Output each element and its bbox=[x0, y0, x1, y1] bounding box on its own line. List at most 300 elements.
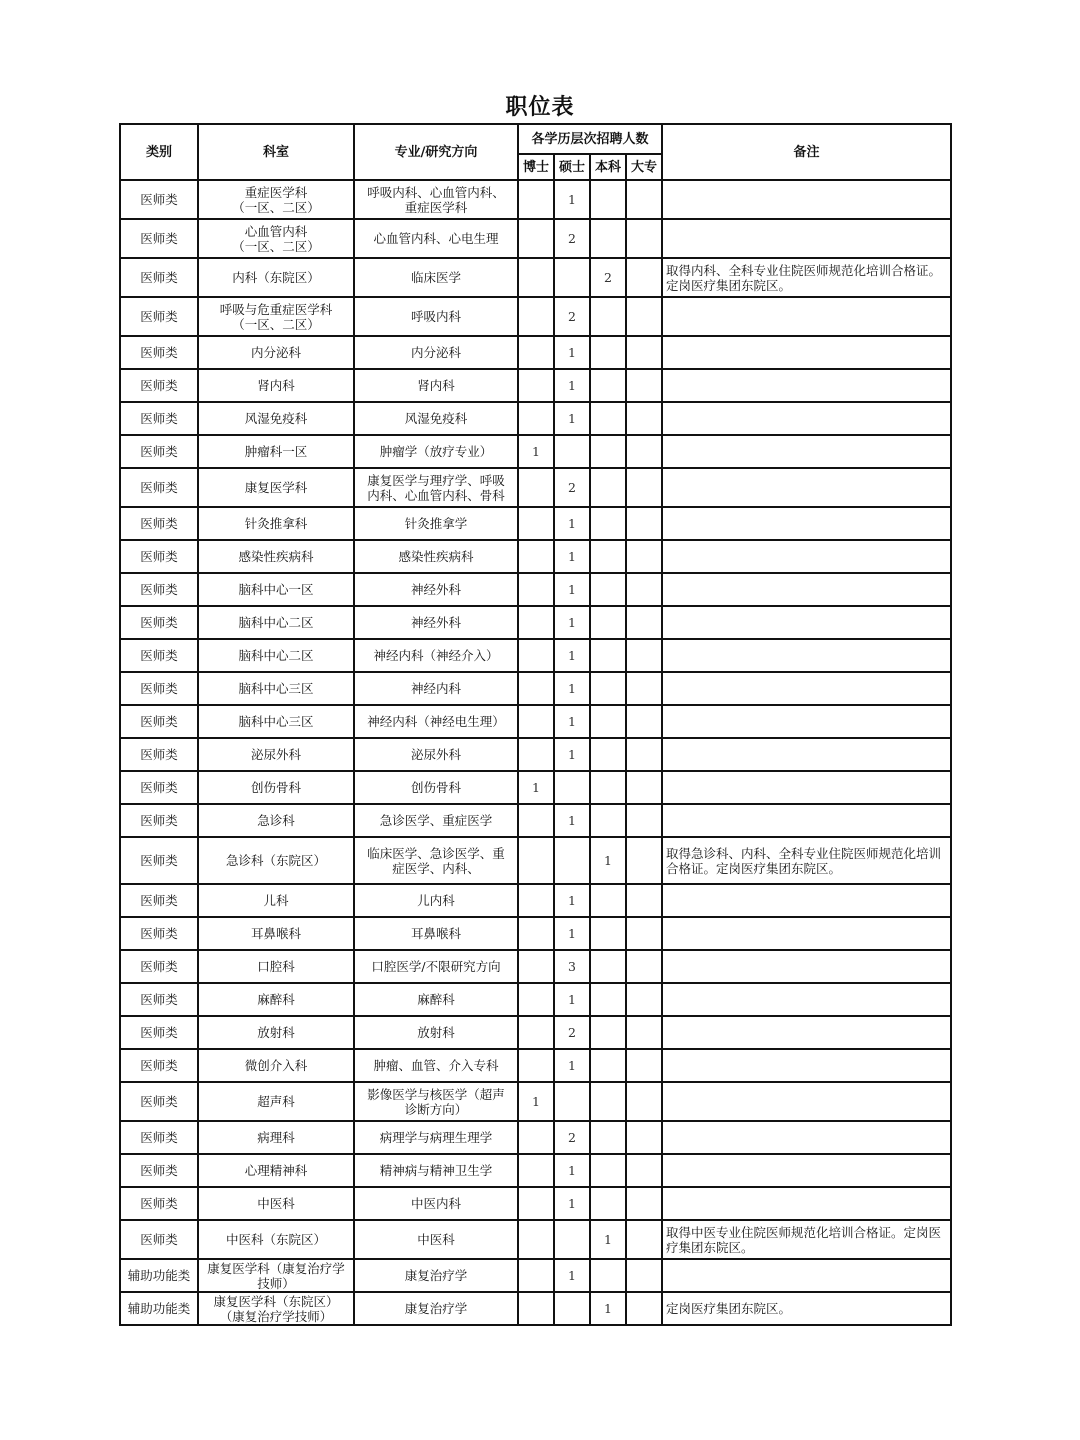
row-phd bbox=[518, 369, 554, 402]
table-row bbox=[120, 884, 951, 917]
row-college bbox=[626, 1187, 662, 1220]
row-phd bbox=[518, 837, 554, 884]
row-category: 医师类 bbox=[120, 738, 198, 771]
header-college: 大专 bbox=[626, 154, 662, 180]
row-bachelor bbox=[590, 369, 626, 402]
row-remark bbox=[662, 1187, 951, 1220]
row-major: 精神病与精神卫生学 bbox=[354, 1154, 518, 1187]
table-row bbox=[120, 435, 951, 468]
row-college bbox=[626, 435, 662, 468]
row-bachelor: 2 bbox=[590, 258, 626, 297]
row-category: 医师类 bbox=[120, 1154, 198, 1187]
row-department: 康复医学科 bbox=[198, 468, 354, 507]
row-department: 中医科（东院区） bbox=[198, 1220, 354, 1259]
row-major: 康复治疗学 bbox=[354, 1259, 518, 1292]
row-remark bbox=[662, 1049, 951, 1082]
row-bachelor bbox=[590, 1259, 626, 1292]
table-row bbox=[120, 771, 951, 804]
row-phd bbox=[518, 180, 554, 219]
row-remark bbox=[662, 435, 951, 468]
row-category: 医师类 bbox=[120, 1187, 198, 1220]
row-college bbox=[626, 1082, 662, 1121]
row-remark bbox=[662, 180, 951, 219]
row-master: 3 bbox=[554, 950, 590, 983]
row-bachelor: 1 bbox=[590, 837, 626, 884]
row-major: 内分泌科 bbox=[354, 336, 518, 369]
row-remark bbox=[662, 983, 951, 1016]
row-phd bbox=[518, 672, 554, 705]
row-department: 麻醉科 bbox=[198, 983, 354, 1016]
row-department: 脑科中心三区 bbox=[198, 672, 354, 705]
row-master: 1 bbox=[554, 672, 590, 705]
row-college bbox=[626, 180, 662, 219]
row-department: 脑科中心二区 bbox=[198, 639, 354, 672]
row-remark bbox=[662, 738, 951, 771]
row-master: 1 bbox=[554, 336, 590, 369]
row-college bbox=[626, 983, 662, 1016]
row-bachelor bbox=[590, 705, 626, 738]
row-category: 医师类 bbox=[120, 219, 198, 258]
row-master: 1 bbox=[554, 1259, 590, 1292]
row-department: 放射科 bbox=[198, 1016, 354, 1049]
row-remark: 取得内科、全科专业住院医师规范化培训合格证。定岗医疗集团东院区。 bbox=[662, 258, 951, 297]
row-category: 医师类 bbox=[120, 705, 198, 738]
row-phd bbox=[518, 884, 554, 917]
row-master: 1 bbox=[554, 884, 590, 917]
table-row bbox=[120, 369, 951, 402]
table-row bbox=[120, 507, 951, 540]
row-remark bbox=[662, 540, 951, 573]
row-bachelor bbox=[590, 917, 626, 950]
row-department: 泌尿外科 bbox=[198, 738, 354, 771]
row-category: 医师类 bbox=[120, 771, 198, 804]
header-levels-group: 各学历层次招聘人数 bbox=[518, 124, 662, 154]
row-category: 医师类 bbox=[120, 180, 198, 219]
row-department: 中医科 bbox=[198, 1187, 354, 1220]
row-master bbox=[554, 771, 590, 804]
row-remark bbox=[662, 369, 951, 402]
row-bachelor: 1 bbox=[590, 1220, 626, 1259]
table-row bbox=[120, 336, 951, 369]
row-bachelor bbox=[590, 1121, 626, 1154]
row-major: 神经内科（神经介入） bbox=[354, 639, 518, 672]
row-department: 急诊科 bbox=[198, 804, 354, 837]
row-bachelor bbox=[590, 804, 626, 837]
row-bachelor: 1 bbox=[590, 1292, 626, 1325]
row-remark bbox=[662, 297, 951, 336]
row-phd bbox=[518, 983, 554, 1016]
row-bachelor bbox=[590, 1187, 626, 1220]
row-category: 医师类 bbox=[120, 540, 198, 573]
row-major: 康复治疗学 bbox=[354, 1292, 518, 1325]
row-major: 肿瘤学（放疗专业） bbox=[354, 435, 518, 468]
row-phd bbox=[518, 219, 554, 258]
row-college bbox=[626, 804, 662, 837]
row-phd bbox=[518, 639, 554, 672]
row-department: 内科（东院区） bbox=[198, 258, 354, 297]
row-bachelor bbox=[590, 573, 626, 606]
row-master: 1 bbox=[554, 540, 590, 573]
row-college bbox=[626, 1292, 662, 1325]
table-row bbox=[120, 219, 951, 258]
table-row bbox=[120, 1259, 951, 1292]
row-master: 1 bbox=[554, 1049, 590, 1082]
row-master: 1 bbox=[554, 369, 590, 402]
row-remark bbox=[662, 884, 951, 917]
row-bachelor bbox=[590, 468, 626, 507]
row-phd bbox=[518, 1154, 554, 1187]
row-department: 康复医学科（康复治疗学 技师） bbox=[198, 1259, 354, 1292]
table-row bbox=[120, 468, 951, 507]
row-department: 重症医学科 （一区、二区） bbox=[198, 180, 354, 219]
row-department: 康复医学科（东院区） （康复治疗学技师） bbox=[198, 1292, 354, 1325]
row-major: 病理学与病理生理学 bbox=[354, 1121, 518, 1154]
row-college bbox=[626, 606, 662, 639]
row-major: 肾内科 bbox=[354, 369, 518, 402]
row-major: 中医科 bbox=[354, 1220, 518, 1259]
row-college bbox=[626, 402, 662, 435]
table-row bbox=[120, 1121, 951, 1154]
row-category: 医师类 bbox=[120, 884, 198, 917]
row-master bbox=[554, 1220, 590, 1259]
row-remark bbox=[662, 1082, 951, 1121]
row-bachelor bbox=[590, 950, 626, 983]
row-remark bbox=[662, 606, 951, 639]
row-major: 儿内科 bbox=[354, 884, 518, 917]
row-college bbox=[626, 1154, 662, 1187]
row-major: 风湿免疫科 bbox=[354, 402, 518, 435]
row-department: 病理科 bbox=[198, 1121, 354, 1154]
row-master: 1 bbox=[554, 180, 590, 219]
row-phd bbox=[518, 1220, 554, 1259]
row-remark bbox=[662, 219, 951, 258]
row-department: 肾内科 bbox=[198, 369, 354, 402]
row-remark bbox=[662, 573, 951, 606]
row-remark bbox=[662, 1121, 951, 1154]
table-row bbox=[120, 1049, 951, 1082]
row-college bbox=[626, 771, 662, 804]
row-phd: 1 bbox=[518, 1082, 554, 1121]
row-major: 神经外科 bbox=[354, 606, 518, 639]
row-bachelor bbox=[590, 771, 626, 804]
header-phd: 博士 bbox=[518, 154, 554, 180]
row-department: 微创介入科 bbox=[198, 1049, 354, 1082]
row-bachelor bbox=[590, 180, 626, 219]
row-remark bbox=[662, 639, 951, 672]
row-college bbox=[626, 1049, 662, 1082]
row-bachelor bbox=[590, 336, 626, 369]
row-remark bbox=[662, 705, 951, 738]
table-row bbox=[120, 1016, 951, 1049]
table-row bbox=[120, 180, 951, 219]
table-row bbox=[120, 1154, 951, 1187]
row-bachelor bbox=[590, 1016, 626, 1049]
row-master: 2 bbox=[554, 297, 590, 336]
row-category: 医师类 bbox=[120, 1220, 198, 1259]
table-row bbox=[120, 1082, 951, 1121]
table-row bbox=[120, 983, 951, 1016]
row-phd bbox=[518, 738, 554, 771]
row-category: 医师类 bbox=[120, 1016, 198, 1049]
row-master: 1 bbox=[554, 705, 590, 738]
table-row bbox=[120, 804, 951, 837]
row-phd bbox=[518, 507, 554, 540]
row-bachelor bbox=[590, 297, 626, 336]
table-row bbox=[120, 705, 951, 738]
row-major: 急诊医学、重症医学 bbox=[354, 804, 518, 837]
positions-table bbox=[119, 123, 952, 1326]
row-category: 医师类 bbox=[120, 672, 198, 705]
row-master: 1 bbox=[554, 1154, 590, 1187]
row-bachelor bbox=[590, 1082, 626, 1121]
row-college bbox=[626, 1016, 662, 1049]
row-master: 1 bbox=[554, 639, 590, 672]
table-row bbox=[120, 258, 951, 297]
row-college bbox=[626, 917, 662, 950]
row-master: 1 bbox=[554, 606, 590, 639]
row-phd bbox=[518, 1121, 554, 1154]
row-master: 1 bbox=[554, 402, 590, 435]
row-department: 创伤骨科 bbox=[198, 771, 354, 804]
row-category: 医师类 bbox=[120, 1121, 198, 1154]
row-master: 1 bbox=[554, 507, 590, 540]
row-department: 脑科中心一区 bbox=[198, 573, 354, 606]
row-category: 医师类 bbox=[120, 917, 198, 950]
row-department: 脑科中心二区 bbox=[198, 606, 354, 639]
row-department: 感染性疾病科 bbox=[198, 540, 354, 573]
row-bachelor bbox=[590, 672, 626, 705]
row-department: 针灸推拿科 bbox=[198, 507, 354, 540]
row-phd bbox=[518, 468, 554, 507]
row-category: 医师类 bbox=[120, 369, 198, 402]
row-remark bbox=[662, 804, 951, 837]
header-master: 硕士 bbox=[554, 154, 590, 180]
table-row bbox=[120, 402, 951, 435]
row-master: 2 bbox=[554, 1121, 590, 1154]
row-master: 1 bbox=[554, 804, 590, 837]
table-row bbox=[120, 672, 951, 705]
row-phd bbox=[518, 573, 554, 606]
row-phd: 1 bbox=[518, 771, 554, 804]
table-row bbox=[120, 837, 951, 884]
row-phd bbox=[518, 297, 554, 336]
table-row bbox=[120, 950, 951, 983]
row-master: 1 bbox=[554, 738, 590, 771]
row-master bbox=[554, 837, 590, 884]
row-college bbox=[626, 540, 662, 573]
row-remark: 取得中医专业住院医师规范化培训合格证。定岗医疗集团东院区。 bbox=[662, 1220, 951, 1259]
row-department: 脑科中心三区 bbox=[198, 705, 354, 738]
row-phd bbox=[518, 705, 554, 738]
row-college bbox=[626, 950, 662, 983]
row-category: 医师类 bbox=[120, 983, 198, 1016]
row-master bbox=[554, 1082, 590, 1121]
row-phd bbox=[518, 1016, 554, 1049]
row-category: 医师类 bbox=[120, 804, 198, 837]
row-bachelor bbox=[590, 1154, 626, 1187]
row-category: 医师类 bbox=[120, 606, 198, 639]
row-master: 1 bbox=[554, 983, 590, 1016]
row-bachelor bbox=[590, 606, 626, 639]
row-major: 耳鼻喉科 bbox=[354, 917, 518, 950]
row-remark bbox=[662, 1259, 951, 1292]
row-major: 临床医学、急诊医学、重 症医学、内科、 bbox=[354, 837, 518, 884]
row-college bbox=[626, 468, 662, 507]
row-category: 医师类 bbox=[120, 639, 198, 672]
row-bachelor bbox=[590, 884, 626, 917]
header-category: 类别 bbox=[120, 124, 198, 180]
row-department: 风湿免疫科 bbox=[198, 402, 354, 435]
row-remark bbox=[662, 917, 951, 950]
row-bachelor bbox=[590, 738, 626, 771]
row-bachelor bbox=[590, 639, 626, 672]
row-bachelor bbox=[590, 983, 626, 1016]
row-category: 医师类 bbox=[120, 435, 198, 468]
row-major: 针灸推拿学 bbox=[354, 507, 518, 540]
row-major: 神经内科 bbox=[354, 672, 518, 705]
row-category: 医师类 bbox=[120, 297, 198, 336]
row-phd bbox=[518, 950, 554, 983]
row-phd bbox=[518, 1292, 554, 1325]
row-category: 医师类 bbox=[120, 573, 198, 606]
row-department: 耳鼻喉科 bbox=[198, 917, 354, 950]
row-remark bbox=[662, 507, 951, 540]
row-phd bbox=[518, 917, 554, 950]
row-category: 医师类 bbox=[120, 1049, 198, 1082]
row-category: 医师类 bbox=[120, 1082, 198, 1121]
row-phd bbox=[518, 804, 554, 837]
row-college bbox=[626, 573, 662, 606]
row-major: 影像医学与核医学（超声 诊断方向） bbox=[354, 1082, 518, 1121]
row-bachelor bbox=[590, 507, 626, 540]
row-major: 麻醉科 bbox=[354, 983, 518, 1016]
table-row bbox=[120, 1187, 951, 1220]
header-remark: 备注 bbox=[662, 124, 951, 180]
table-row bbox=[120, 573, 951, 606]
row-master: 2 bbox=[554, 219, 590, 258]
table-row bbox=[120, 540, 951, 573]
row-bachelor bbox=[590, 1049, 626, 1082]
page-title: 职位表 bbox=[505, 94, 575, 120]
row-major: 放射科 bbox=[354, 1016, 518, 1049]
row-phd bbox=[518, 258, 554, 297]
row-remark bbox=[662, 950, 951, 983]
table-row bbox=[120, 738, 951, 771]
row-department: 急诊科（东院区） bbox=[198, 837, 354, 884]
row-major: 心血管内科、心电生理 bbox=[354, 219, 518, 258]
row-college bbox=[626, 369, 662, 402]
table-row bbox=[120, 1292, 951, 1325]
table-row bbox=[120, 606, 951, 639]
header-major: 专业/研究方向 bbox=[354, 124, 518, 180]
row-department: 肿瘤科一区 bbox=[198, 435, 354, 468]
header-department: 科室 bbox=[198, 124, 354, 180]
row-major: 呼吸内科、心血管内科、 重症医学科 bbox=[354, 180, 518, 219]
row-department: 口腔科 bbox=[198, 950, 354, 983]
row-category: 医师类 bbox=[120, 468, 198, 507]
row-major: 康复医学与理疗学、呼吸 内科、心血管内科、骨科 bbox=[354, 468, 518, 507]
row-remark bbox=[662, 771, 951, 804]
row-bachelor bbox=[590, 219, 626, 258]
table-row bbox=[120, 297, 951, 336]
row-college bbox=[626, 1121, 662, 1154]
row-remark: 取得急诊科、内科、全科专业住院医师规范化培训合格证。定岗医疗集团东院区。 bbox=[662, 837, 951, 884]
row-category: 医师类 bbox=[120, 950, 198, 983]
row-bachelor bbox=[590, 402, 626, 435]
row-major: 呼吸内科 bbox=[354, 297, 518, 336]
row-college bbox=[626, 297, 662, 336]
row-college bbox=[626, 258, 662, 297]
row-college bbox=[626, 884, 662, 917]
table-row bbox=[120, 1220, 951, 1259]
row-master: 1 bbox=[554, 917, 590, 950]
row-college bbox=[626, 1259, 662, 1292]
row-major: 感染性疾病科 bbox=[354, 540, 518, 573]
row-category: 医师类 bbox=[120, 507, 198, 540]
row-major: 创伤骨科 bbox=[354, 771, 518, 804]
row-phd bbox=[518, 402, 554, 435]
row-department: 超声科 bbox=[198, 1082, 354, 1121]
row-category: 辅助功能类 bbox=[120, 1292, 198, 1325]
row-remark bbox=[662, 1154, 951, 1187]
row-master: 1 bbox=[554, 1187, 590, 1220]
row-college bbox=[626, 639, 662, 672]
row-college bbox=[626, 672, 662, 705]
row-category: 辅助功能类 bbox=[120, 1259, 198, 1292]
row-remark bbox=[662, 336, 951, 369]
row-college bbox=[626, 738, 662, 771]
row-college bbox=[626, 1220, 662, 1259]
row-college bbox=[626, 705, 662, 738]
row-phd bbox=[518, 1049, 554, 1082]
row-remark bbox=[662, 402, 951, 435]
row-phd bbox=[518, 1187, 554, 1220]
row-college bbox=[626, 219, 662, 258]
row-major: 中医内科 bbox=[354, 1187, 518, 1220]
row-master: 2 bbox=[554, 468, 590, 507]
row-phd bbox=[518, 606, 554, 639]
row-college bbox=[626, 336, 662, 369]
row-master bbox=[554, 1292, 590, 1325]
row-master: 1 bbox=[554, 573, 590, 606]
row-category: 医师类 bbox=[120, 837, 198, 884]
row-phd: 1 bbox=[518, 435, 554, 468]
table-row bbox=[120, 639, 951, 672]
row-category: 医师类 bbox=[120, 336, 198, 369]
row-category: 医师类 bbox=[120, 258, 198, 297]
header-bachelor: 本科 bbox=[590, 154, 626, 180]
row-bachelor bbox=[590, 540, 626, 573]
row-phd bbox=[518, 336, 554, 369]
row-department: 呼吸与危重症医学科 （一区、二区） bbox=[198, 297, 354, 336]
row-category: 医师类 bbox=[120, 402, 198, 435]
row-major: 肿瘤、血管、介入专科 bbox=[354, 1049, 518, 1082]
row-remark: 定岗医疗集团东院区。 bbox=[662, 1292, 951, 1325]
row-remark bbox=[662, 1016, 951, 1049]
row-phd bbox=[518, 540, 554, 573]
row-remark bbox=[662, 468, 951, 507]
table-row bbox=[120, 917, 951, 950]
row-major: 神经内科（神经电生理） bbox=[354, 705, 518, 738]
row-department: 心血管内科 （一区、二区） bbox=[198, 219, 354, 258]
row-major: 神经外科 bbox=[354, 573, 518, 606]
row-master bbox=[554, 435, 590, 468]
row-master bbox=[554, 258, 590, 297]
row-college bbox=[626, 837, 662, 884]
row-remark bbox=[662, 672, 951, 705]
row-major: 口腔医学/不限研究方向 bbox=[354, 950, 518, 983]
row-college bbox=[626, 507, 662, 540]
